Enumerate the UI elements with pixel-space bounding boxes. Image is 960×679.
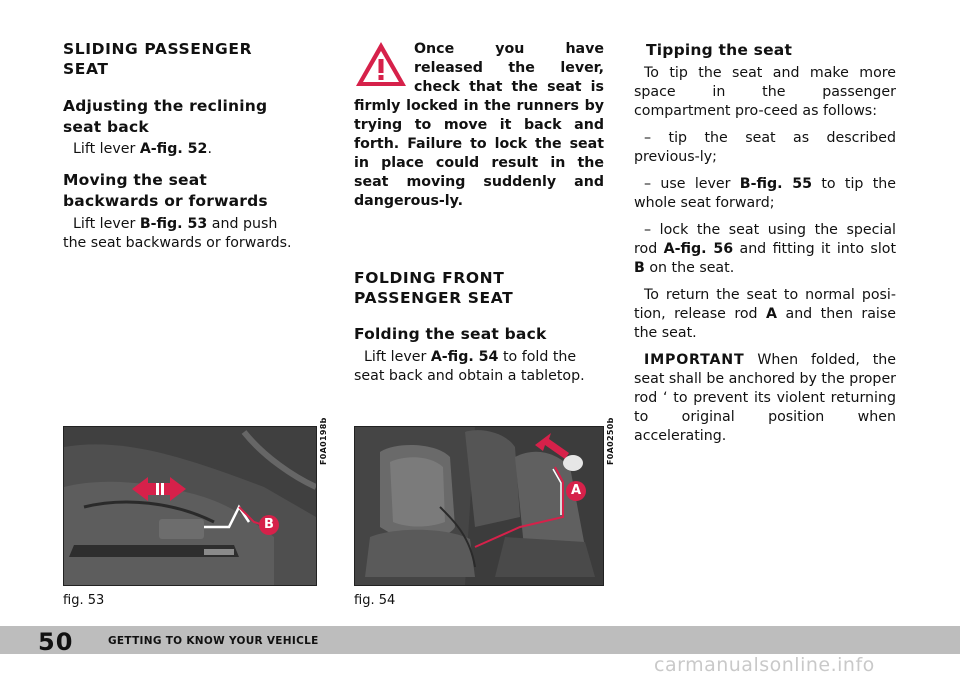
figure-54-caption: fig. 54 [354,593,396,608]
figure-53-code: F0A0198b [319,417,328,465]
heading-moving: Moving the seat backwards or forwards [63,171,268,210]
footer-section-title: GETTING TO KNOW YOUR VEHICLE [108,635,319,647]
figure-53-marker: B [259,515,279,535]
right-column [634,40,896,446]
middle-column [354,40,604,386]
figure-reference: A-fig. 56 [663,241,734,257]
figure-54-marker: A [566,481,586,501]
paragraph-reclining: Lift lever A-fig. 52. [73,141,212,157]
paragraph-moving: Lift lever B-fig. 53 and push the seat backwards or forwards. [63,216,292,251]
figure-54-code: F0A0250b [606,417,615,465]
left-column [63,39,303,253]
figure-53-image [63,426,317,586]
section-title-folding: FOLDING FRONT PASSENGER SEAT [354,269,514,307]
figure-reference: A-fig. 54 [430,349,499,365]
heading-folding: Folding the seat back [354,325,547,343]
paragraph-step-1: – tip the seat as described previous-ly; [634,130,896,165]
paragraph-important: IMPORTANT When folded, the seat shall be anchored by the proper rod ‘ to prevent its violent returning to original position when accelerating. [634,352,897,444]
figure-reference: B-fig. 55 [739,176,813,192]
figure-54-image [354,426,604,586]
paragraph-folding: Lift lever A-fig. 54 to fold the seat back and obtain a tabletop. [354,349,585,384]
watermark: carmanualsonline.info [654,654,875,676]
page-number: 50 [38,628,74,656]
warning-triangle-icon [354,40,408,88]
heading-reclining: Adjusting the reclining seat back [63,97,268,136]
heading-tipping: Tipping the seat [646,41,793,59]
paragraph-step-2: – use lever B-fig. 55 to tip the whole seat forward; [634,176,896,211]
paragraph-step-3: – lock the seat using the special rod A-fig. 56 and fitting it into slot B on the seat. [634,222,897,276]
warning-block [354,40,604,211]
figure-53-caption: fig. 53 [63,593,105,608]
section-title-sliding: SLIDING PASSENGER SEAT [63,40,253,78]
important-label: IMPORTANT [644,352,745,368]
warning-text: Once you have released the lever, check that the seat is firmly locked in the runners by trying to move it back and forth. Failure to lock the seat in place could result in the seat moving suddenly and dangerous-ly. [354,41,604,209]
figure-reference: B-fig. 53 [139,216,208,232]
paragraph-tipping-intro: To tip the seat and make more space in the passenger compartment pro-ceed as follows: [634,65,896,119]
paragraph-return: To return the seat to normal posi-tion, release rod A and then raise the seat. [634,287,896,341]
figure-reference: A-fig. 52 [139,141,208,157]
